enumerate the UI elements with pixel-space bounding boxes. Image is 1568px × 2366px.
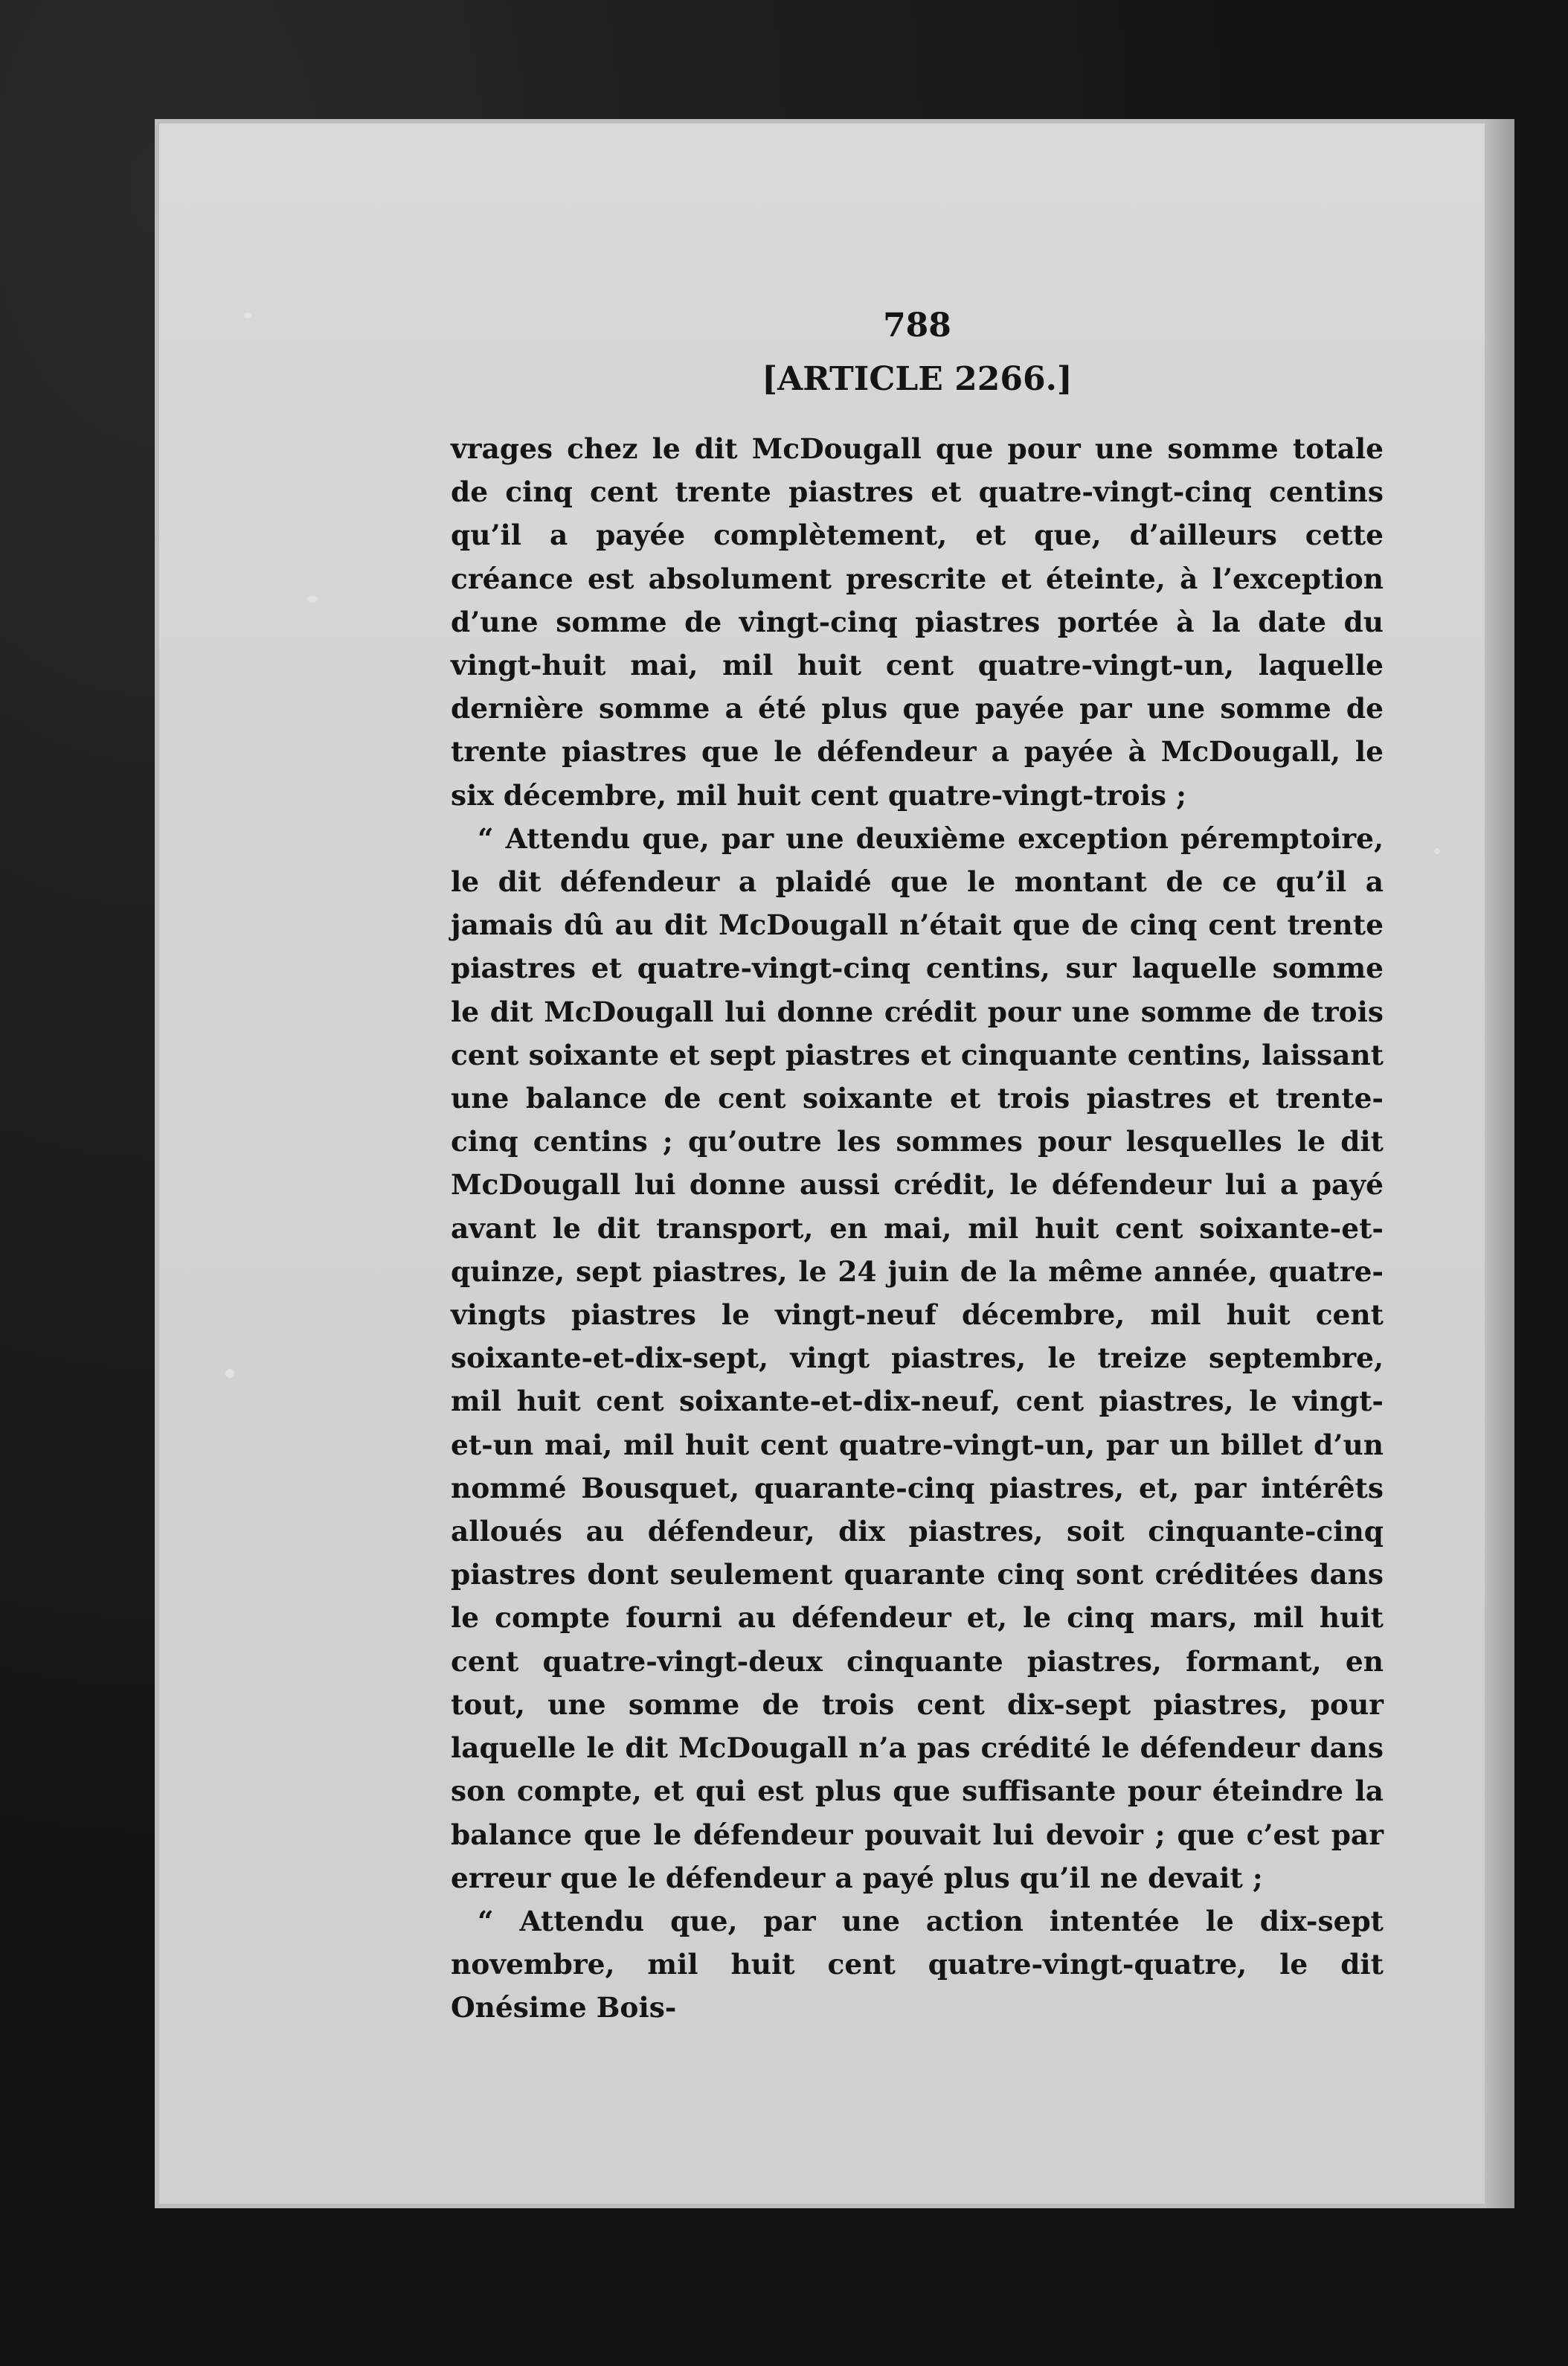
text-block [451,304,1384,2030]
book-page [155,119,1514,2208]
paragraph-action: “ Attendu que, par une action intentée le dix-sept novembre, mil huit cent quatre-vingt-quatre, le dit Onésime Bois- [451,1904,1384,2024]
running-header: [ARTICLE 2266.] [762,360,1073,398]
page-number: 788 [883,307,951,344]
page-edge [1485,119,1514,2208]
scan-speck [1434,848,1440,854]
scan-speck [225,1369,234,1378]
scan-speck [244,312,251,318]
paragraph-continued: vrages chez le dit McDougall que pour une somme totale de cinq cent trente piastres et quatre-vingt-cinq centins qu’il a payée complètement, et que, d’ailleurs cette créance est absolument prescrite et éteinte, à l’exception d’une somme de vingt-cinq piastres portée à la date du vingt-huit mai, mil huit cent quatre-vingt-un, laquelle dernière somme a été plus que payée par une somme de trente piastres que le défendeur a payée à McDougall, le six décembre, mil huit cent quatre-vingt-trois ; [451,432,1384,812]
scan-speck [307,595,318,603]
paragraph-second-exception: “ Attendu que, par une deuxième exception péremptoire, le dit défendeur a plaidé que le montant de ce qu’il a jamais dû au dit McDougall n’était que de cinq cent trente piastres et quatre-vingt-cinq centins, sur laquelle somme le dit McDougall lui donne crédit pour une somme de trois cent soixante et sept piastres et cinquante centins, laissant une balance de cent soixante et trois piastres et trente-cinq centins ; qu’outre les sommes pour lesquelles le dit McDougall lui donne aussi crédit, le défendeur lui a payé avant le dit transport, en mai, mil huit cent soixante-et-quinze, sept piastres, le 24 juin de la même année, quatre-vingts piastres le vingt-neuf décembre, mil huit cent soixante-et-dix-sept, vingt piastres, le treize septembre, mil huit cent soixante-et-dix-neuf, cent piastres, le vingt-et-un mai, mil huit cent quatre-vingt-un, par un billet d’un nommé Bousquet, quarante-cinq piastres, et, par intérêts alloués au défendeur, dix piastres, soit cinquante-cinq piastres dont seulement quarante cinq sont créditées dans le compte fourni au défendeur et, le cinq mars, mil huit cent quatre-vingt-deux cinquante piastres, formant, en tout, une somme de trois cent dix-sept piastres, pour laquelle le dit McDougall n’a pas crédité le défendeur dans son compte, et qui est plus que suffisante pour éteindre la balance que le défendeur pouvait lui devoir ; que c’est par erreur que le défendeur a payé plus qu’il ne devait ; [451,821,1384,1894]
